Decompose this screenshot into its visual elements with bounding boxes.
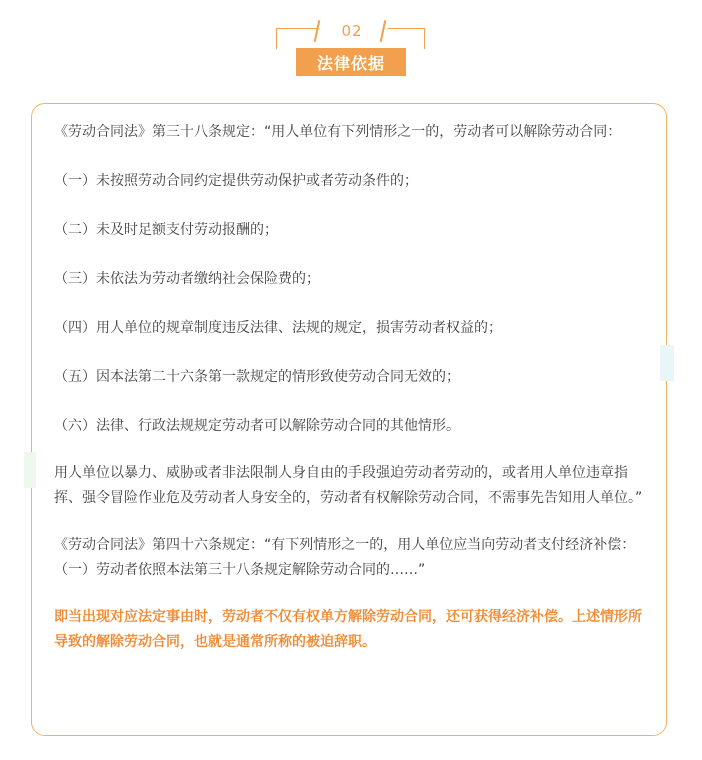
list-item: （四）用人单位的规章制度违反法律、法规的规定，损害劳动者权益的； [54,320,502,336]
list-item: （三）未依法为劳动者缴纳社会保险费的； [54,271,320,287]
section-header [0,0,702,90]
list-item: （一）未按照劳动合同约定提供劳动保护或者劳动条件的； [54,173,418,189]
list-item: （六）法律、行政法规规定劳动者可以解除劳动合同的其他情形。 [54,418,460,434]
list-item: （二）未及时足额支付劳动报酬的； [54,222,278,238]
conclusion-paragraph: 即当出现对应法定事由时，劳动者不仅有权单方解除劳动合同，还可获得经济补偿。上述情形所导致的解除劳动合同，也就是通常所称的被迫辞职。 [54,609,642,650]
article46-paragraph: 《劳动合同法》第四十六条规定：“有下列情形之一的，用人单位应当向劳动者支付经济补偿：（一）劳动者依照本法第三十八条规定解除劳动合同的……” [54,537,636,578]
section-number: 02 [341,22,363,40]
coercion-paragraph: 用人单位以暴力、威胁或者非法限制人身自由的手段强迫劳动者劳动的，或者用人单位违章指挥、强令冒险作业危及劳动者人身安全的，劳动者有权解除劳动合同，不需事先告知用人单位。” [54,465,643,506]
article-content [54,120,650,655]
article38-intro: 《劳动合同法》第三十八条规定：“用人单位有下列情形之一的，劳动者可以解除劳动合同： [54,124,622,140]
side-decoration-right [660,345,674,381]
section-title: 法律依据 [296,48,406,76]
side-decoration-left [24,452,36,488]
bracket-decoration-left [276,28,317,49]
bracket-decoration-right [388,28,425,49]
list-item: （五）因本法第二十六条第一款规定的情形致使劳动合同无效的； [54,369,460,385]
